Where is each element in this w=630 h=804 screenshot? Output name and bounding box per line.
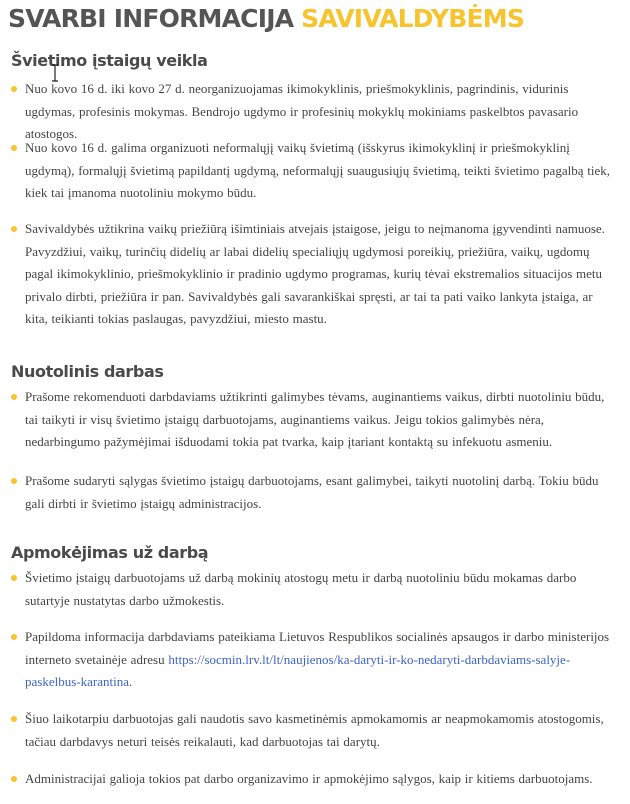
bullet-icon [11,716,17,722]
bullet-text: Švietimo įstaigų darbuotojams už darbą mokinių atostogų metu ir darbą nuotoliniu būdu mokamas darbo sutartyje nustatytas darbo užmokestis. [25,570,577,608]
bullet-icon [11,575,17,581]
section-title-remote-work: Nuotolinis darbas [11,362,164,381]
bullet-icon [11,776,17,782]
bullet-icon [11,394,17,400]
text-cursor-icon [51,64,59,82]
bullet-text: Savivaldybės užtikrina vaikų priežiūrą išimtiniais atvejais įstaigose, jeigu to neįmanoma įgyvendinti namuose. Pavyzdžiui, vaikų, turinčių didelių ar labai didelių specialiųjų ugdymosi poreikių, priežiūra, vaikų, ugdomų pagal ikimokyklinio, priešmokyklinio ir pradinio ugdymo programas, kurių tėvai ekstremalios situacijos metu privalo dirbti, priežiūra ir pan. Savivaldybės gali savarankiškai spręsti, ar tai ta pati vaiko lankyta įstaiga, ar kita, teikianti tokias paslaugas, pavyzdžiui, miesto mastu. [25,221,605,326]
bullet-text: Šiuo laikotarpiu darbuotojas gali naudotis savo kasmetinėmis apmokamomis ar neapmokamomis atostogomis, tačiau darbdavys neturi teisės reikalauti, kad darbuotojas tai darytų. [25,711,604,749]
bullet-icon [11,86,17,92]
ministry-link[interactable]: https://socmin.lrv.lt/lt/naujienos/ka-daryti-ir-ko-nedaryti-darbdaviams-salyje-paskelbus-karantina [25,651,571,689]
bullet-icon [11,145,17,151]
bullet-text-tail: . [128,674,133,689]
bullet-icon [11,634,17,640]
bullet-text-lead: Papildoma informacija darbdaviams pateikiama Lietuvos Respublikos socialinės apsaugos ir darbo ministerijos interneto svetainėje adresu [25,629,610,667]
bullet-text [25,626,615,694]
bullet-text: Nuo kovo 16 d. galima organizuoti neformalųjį vaikų švietimą (išskyrus ikimokyklinį ir priešmokyklinį ugdymą), formalųjį švietimą papildantį ugdymą, neformalųjį suaugusiųjų švietimą, teikti švietimo pagalbą tiek, kiek tai įmanoma nuotoliniu mokymo būdu. [25,140,610,200]
bullet-icon [11,226,17,232]
bullet-text: Nuo kovo 16 d. iki kovo 27 d. neorganizuojamas ikimokyklinis, priešmokyklinis, pagrindinis, vidurinis ugdymas, profesinis mokymas. Bendrojo ugdymo ir profesinių mokyklų mokiniams paskelbtos pavasario atostogos. [25,81,579,141]
bullet-text: Prašome sudaryti sąlygas švietimo įstaigų darbuotojams, esant galimybei, taikyti nuotolinį darbą. Tokiu būdu gali dirbti ir švietimo įstaigų administracijos. [25,473,599,511]
title-main: SVARBI INFORMACIJA [8,4,302,33]
bullet-text: Administracijai galioja tokios pat darbo organizavimo ir apmokėjimo sąlygos, kaip ir kitiems darbuotojams. [25,771,593,786]
section-title-pay: Apmokėjimas už darbą [11,543,209,562]
bullet-icon [11,478,17,484]
bullet-text: Prašome rekomenduoti darbdaviams užtikrinti galimybes tėvams, auginantiems vaikus, dirbti nuotoliniu būdu, tai taikyti ir visų švietimo įstaigų darbuotojams, auginantiems vaikus. Jeigu tokios galimybės nėra, nedarbingumo pažymėjimai išduodami tokia pat tvarka, kaip įtariant kontaktą su infekuotu asmeniu. [25,389,605,449]
title-accent: SAVIVALDYBĖMS [301,4,525,33]
page-title [8,2,524,36]
section-title-education: Švietimo įstaigų veikla [11,51,208,70]
